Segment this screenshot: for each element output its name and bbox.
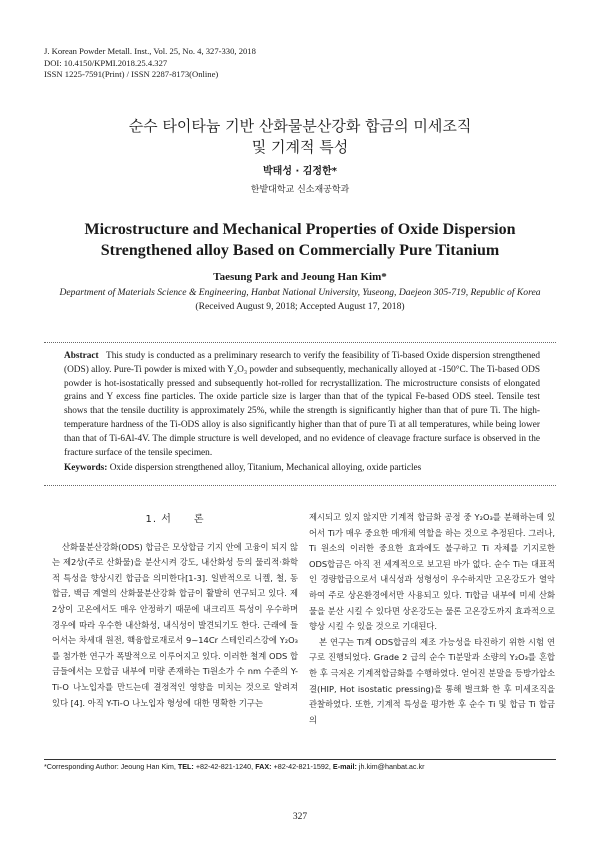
body-paragraph: 본 연구는 Ti계 ODS합금의 제조 가능성을 타진하기 위한 시험 연구로 진행되었다. Grade 2 급의 순수 Ti분말과 소량의 Y₂O₃를 혼합한 후 극저온 기계적합금화를 수행하였다. 얻어진 분말을 등방가압소결(HIP, Hot isostatic pressing)을 통해 벌크화 한 후 미세조직을 관찰하였다. 또한, 기계적 특성을 평가한 후 순수 Ti 및 합금 Ti 합금의	[309, 636, 555, 725]
keywords-text: Oxide dispersion strengthened alloy, Titanium, Mechanical alloying, oxide particles	[109, 463, 422, 473]
journal-header	[44, 46, 256, 81]
divider-bottom	[44, 485, 556, 486]
fax-value: +82-42-821-1592,	[273, 762, 331, 771]
footnote-rule	[44, 759, 556, 760]
email-value[interactable]: jh.kim@hanbat.ac.kr	[358, 762, 425, 771]
korean-title-line2: 및 기계적 특성	[251, 138, 349, 156]
divider-top	[44, 342, 556, 343]
doi[interactable]: DOI: 10.4150/KPMI.2018.25.4.327	[44, 57, 168, 68]
email-label: E-mail:	[332, 762, 357, 771]
tel-label: TEL:	[177, 762, 194, 771]
abstract-text: This study is conducted as a preliminary research to verify the feasibility of Ti-based Oxide dispersion strengthened (ODS) alloy. Pure-Ti powder is mixed with Y₂O₃ powder and subsequently, mechanically alloyed at -150°C. The Ti-based ODS powder is hot-isostatically pressed and subsequently hot-rolled for recrystallization. The microstructure consists of elongated grains and Y excess fine particles. The oxide particle size is larger than that of the typical Fe-based ODS steel. Tensile test shows that the tensile ductility is approximately 25%, while the strength is significantly higher than that of pure Ti. The high-temperature hardness of the Ti-ODS alloy is also significantly higher than that of pure Ti at all temperatures, while being lower than that of Ti-6Al-4V. The dimple structure is well developed, and no evidence of cleavage fracture surface is observed in the fracture surface of the tensile specimen.	[64, 351, 541, 458]
keywords-label: Keywords:	[64, 463, 108, 473]
korean-title	[0, 116, 600, 158]
english-affiliation: Department of Materials Science & Engineering, Hanbat National University, Yuseong, Daejeon 305-719, Republic of Korea	[59, 287, 541, 298]
fax-label: FAX:	[255, 762, 272, 771]
korean-affiliation: 한밭대학교 신소재공학과	[250, 185, 350, 195]
issn: ISSN 1225-7591(Print) / ISSN 2287-8173(Online)	[44, 69, 219, 79]
page-number: 327	[292, 812, 308, 822]
keywords	[64, 463, 540, 473]
tel-value: +82-42-821-1240,	[195, 762, 254, 771]
english-title-line1: Microstructure and Mechanical Properties of Oxide Dispersion	[84, 221, 516, 238]
english-title-line2: Strengthened alloy Based on Commercially Pure Titanium	[100, 242, 500, 259]
abstract-label: Abstract	[64, 351, 99, 361]
corresponding-author-footnote	[44, 762, 425, 771]
korean-authors: 박태성 · 김정한*	[263, 166, 337, 177]
body-paragraph: 산화물분산강화(ODS) 합금은 모상합금 기지 안에 고융이 되지 않는 제2상(주로 산화물)을 분산시켜 강도, 내산화성 등의 물리적·화학적 특성을 향상시킨 합금을 의미한다[1-3]. 일반적으로 니켈, 철, 동합금, 백금 계열의 산화물분산강화 합금이 활발히 연구되고 있다. 제2상이 고온에서도 매우 안정하기 때문에 내크리프 특성이 우수하며 경우에 따라 우수한 내산화성, 내식성이 발견되기도 한다. 근래에 들어서는 차세대 원전, 핵융합로재로서 9~14Cr 스테인리스강에 Y₂O₃를 첨가한 연구가 폭발적으로 이루어지고 있다. 이러한 철계 ODS 합금들에서는 모합금 내부에 미량 존재하는 Ti원소가 수 nm 수준의 Y-Ti-O 나노입자를 만드는데 결정적인 영향을 미치는 것으로 알려져 있다 [4]. 아직 Y-Ti-O 나노입자 형성에 대한 명확한 기구는	[52, 541, 298, 708]
abstract	[64, 350, 540, 460]
footnote-label: *Corresponding Author: Jeoung Han Kim,	[44, 762, 176, 771]
korean-title-line1: 순수 타이타늄 기반 산화물분산강화 합금의 미세조직	[128, 117, 472, 135]
body-paragraph: 제시되고 있지 않지만 기계적 합금화 공정 중 Y₂O₃를 분해하는데 있어서 Ti가 매우 중요한 매개체 역할을 하는 것으로 추정된다. 그러나, Ti 원소의 이러한 중요한 효과에도 불구하고 Ti 자체를 기지로한 ODS합금은 아직 전 세계적으로 보고된 바가 없다. 순수 Ti는 대표적인 경량합금으로서 내식성과 성형성이 우수하지만 고온강도가 열악하여 주로 상온환경에서만 사용되고 있다. Ti합금 내부에 미세 산화물을 분산 시킬 수 있다면 상온강도는 물론 고온강도까지 효과적으로 향상 시킬 수 있을 것으로 기대된다.	[309, 512, 555, 632]
english-authors: Taesung Park and Jeoung Han Kim*	[213, 271, 387, 283]
english-title	[0, 219, 600, 261]
section-heading: 1. 서 론	[145, 514, 205, 525]
body-column-left	[52, 512, 298, 711]
body-column-right	[309, 510, 555, 728]
received-dates: (Received August 9, 2018; Accepted August 17, 2018)	[195, 301, 405, 312]
journal-citation: J. Korean Powder Metall. Inst., Vol. 25, No. 4, 327-330, 2018	[44, 46, 256, 56]
